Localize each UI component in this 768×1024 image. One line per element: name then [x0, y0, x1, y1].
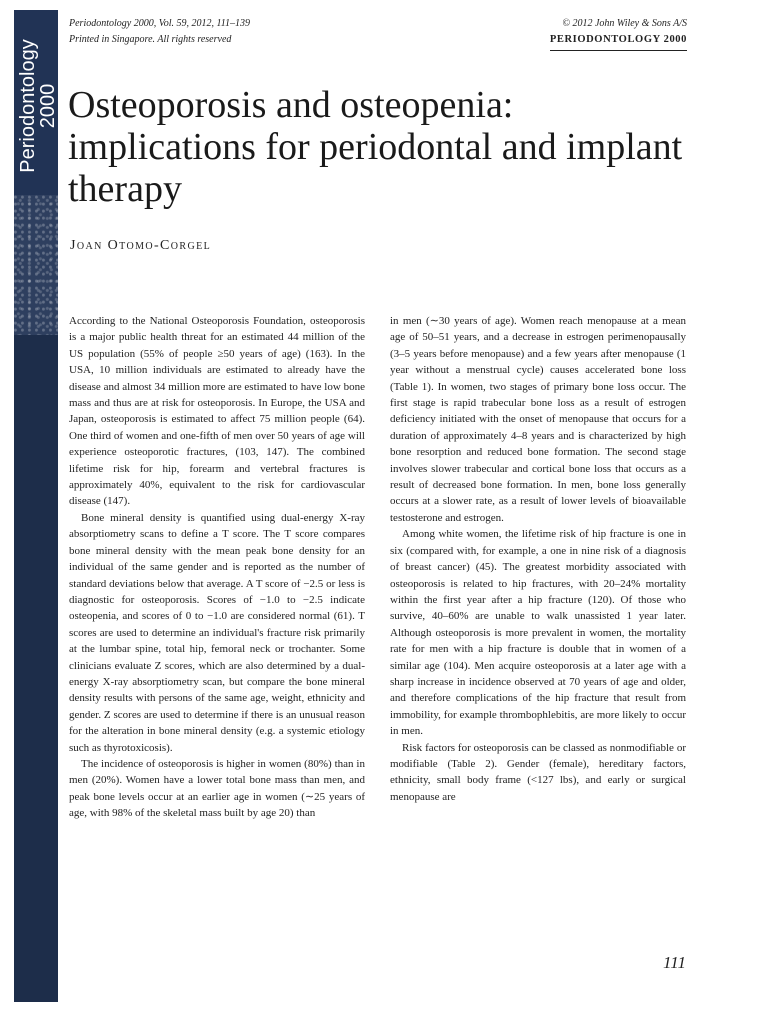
side-band-line1: Periodontology: [17, 39, 39, 173]
body-column-right: [390, 313, 686, 805]
printed-note: Printed in Singapore. All rights reserved: [69, 34, 232, 45]
body-column-left: [69, 313, 365, 822]
page-number: 111: [663, 953, 686, 972]
article-author: Joan Otomo-Corgel: [70, 238, 212, 253]
copyright: © 2012 John Wiley & Sons A/S: [562, 18, 687, 29]
paragraph: According to the National Osteoporosis Foundation, osteoporosis is a major public health threat for an estimated 44 million of the US population (55% of people ≥50 years of age) (163). In the USA, 10 million individuals are estimated to already have the disease and almost 34 million more are estimated to have low bone mass and thus are at risk for osteoporosis. In Europe, the USA and Japan, osteoporosis is estimated to affect 75 million people (64). One third of women and one-fifth of men over 50 years of age will experience osteoporotic fractures, (103, 147). The combined lifetime risk for hip, forearm and vertebral fractures is approximately 40%, equivalent to the risk for cardiovascular disease (147).: [69, 315, 365, 508]
side-band-texture: [14, 195, 58, 335]
journal-name: PERIODONTOLOGY 2000: [550, 32, 687, 51]
paragraph: Among white women, the lifetime risk of hip fracture is one in six (compared with, for example, a one in nine risk of a diagnosis of breast cancer) (45). The greatest morbidity associated with osteoporosis is related to hip fractures, with 20–24% mortality within the first year after a hip fracture (120). Of those who survive, 40–60% are unable to walk unassisted 1 year later. Although osteoporosis is more prevalent in women, the mortality rate for men with a hip fracture is double that in women of a similar age (104). Men acquire osteoporosis at a later age with a sharp increase in incidence observed at 70 years of age and older, and therefore complications of the hip fracture that result from immobility, for example thrombophlebitis, are more likely to occur in men.: [390, 528, 686, 738]
paragraph: in men (∼30 years of age). Women reach menopause at a mean age of 50–51 years, and a decrease in estrogen perimenopausally (3–5 years before menopause) and a few years after menopause (1 year without a menstrual cycle) causes accelerated bone loss (Table 1). In women, two stages of primary bone loss occur. The first stage is rapid trabecular bone loss as a result of estrogen deficiency initiated with the onset of menopause that occurs for a duration of approximately 4–8 years and is characterized by high bone resorption and reduced bone formation. The second stage involves slower trabecular and cortical bone loss that occurs as a result of decreased bone formation. In men, bone loss generally occurs at a slower rate, as a result of lower levels of bioavailable testosterone and estrogen.: [390, 315, 686, 524]
side-band-label: [14, 10, 58, 200]
paragraph: The incidence of osteoporosis is higher in women (80%) than in men (20%). Women have a lower total bone mass than men, and peak bone levels occur at an earlier age in women (∼25 years of age, with 98% of the skeletal mass built by age 20) than: [69, 757, 365, 820]
paragraph: Risk factors for osteoporosis can be classed as nonmodifiable or modifiable (Table 2). Gender (female), hereditary factors, ethnicity, small body frame (<127 lbs), and early or surgical menopause are: [390, 741, 686, 803]
article-title: Osteoporosis and osteopenia: implications for periodontal and implant therapy: [68, 84, 683, 210]
citation: Periodontology 2000, Vol. 59, 2012, 111–139: [69, 18, 251, 29]
running-header-left: [69, 16, 250, 48]
paragraph: Bone mineral density is quantified using dual-energy X-ray absorptiometry scans to define a T score. The T score compares bone mineral density with the mean peak bone density for an individual of the same gender and is reported as the number of standard deviations below that average. A T score of −2.5 or less is diagnostic for osteoporosis. Scores of −1.0 to −2.5 indicate osteopenia, and scores of 0 to −1.0 are considered normal (61). T scores are used to determine an individual's fracture risk primarily at the lumbar spine, total hip, femoral neck or trochanter. Some clinicians evaluate Z scores, which are also determined by a dual-energy X-ray absorptiometry scan, but compare the bone mineral density results with persons of the same age, weight, ethnicity and gender. Z scores are used to determine if there is an unusual reason for the alteration in bone mineral density (e.g. a systemic etiology such as thyrotoxicosis).: [69, 511, 365, 754]
running-header-right: [550, 16, 687, 51]
side-band-line2: 2000: [37, 83, 59, 129]
